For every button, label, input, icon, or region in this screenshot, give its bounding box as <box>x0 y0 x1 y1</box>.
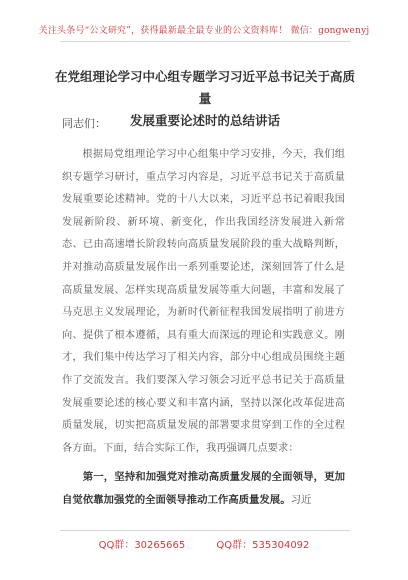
header-divider <box>60 41 350 42</box>
footer-divider <box>60 530 350 531</box>
footer-qq-group-2: QQ群：535304092 <box>216 540 310 551</box>
point-1-heading: 第一，坚持和加强党对推动高质量发展的全面领导，更加自觉依靠加强党的全面领导推动工作高质量发展。 <box>62 471 345 506</box>
title-line-2: 发展重要论述时的总结讲话 <box>129 113 280 128</box>
body-paragraph-point-1 <box>62 466 345 512</box>
salutation: 同志们： <box>62 117 106 130</box>
title-line-1: 在党组理论学习中心组专题学习习近平总书记关于高质量 <box>54 69 355 106</box>
footer-qq-group-1: QQ群：30265665 <box>98 540 186 551</box>
footer-contact <box>0 536 408 551</box>
header-promo-note: 关注头条号“公文研究”，获得最新最全最专业的公文资料库！ 微信：gongwenyj <box>38 26 370 36</box>
body-paragraph-1: 根据局党组理论学习中心组集中学习安排，今天，我们组织专题学习研讨，重点学习内容是，习近平总书记关于高质量发展重要论述精神。党的十八大以来，习近平总书记着眼我国发展新阶段、新环境、新变化，作出我国经济发展进入新常态、已由高速增长阶段转向高质量发展阶段的重大战略判断，并对推动高质量发展作出一系列重要论述，深刻回答了什么是高质量发展、怎样实现高质量发展等重大问题，丰富和发展了马克思主义发展理论，为新时代新征程我国发展指明了前进方向、提供了根本遵循，具有重大而深远的理论和实践意义。刚才，我们集中传达学习了相关内容，部分中心组成员围绕主题作了交流发言。我们要深入学习领会习近平总书记关于高质量发展重要论述的核心要义和丰富内涵，坚持以深化改革促进高质量发展，切实把高质量发展的部署要求贯穿到工作的全过程各方面。下面，结合实际工作，我再强调几点要求： <box>62 149 345 454</box>
point-1-continuation: 习近 <box>290 494 312 506</box>
